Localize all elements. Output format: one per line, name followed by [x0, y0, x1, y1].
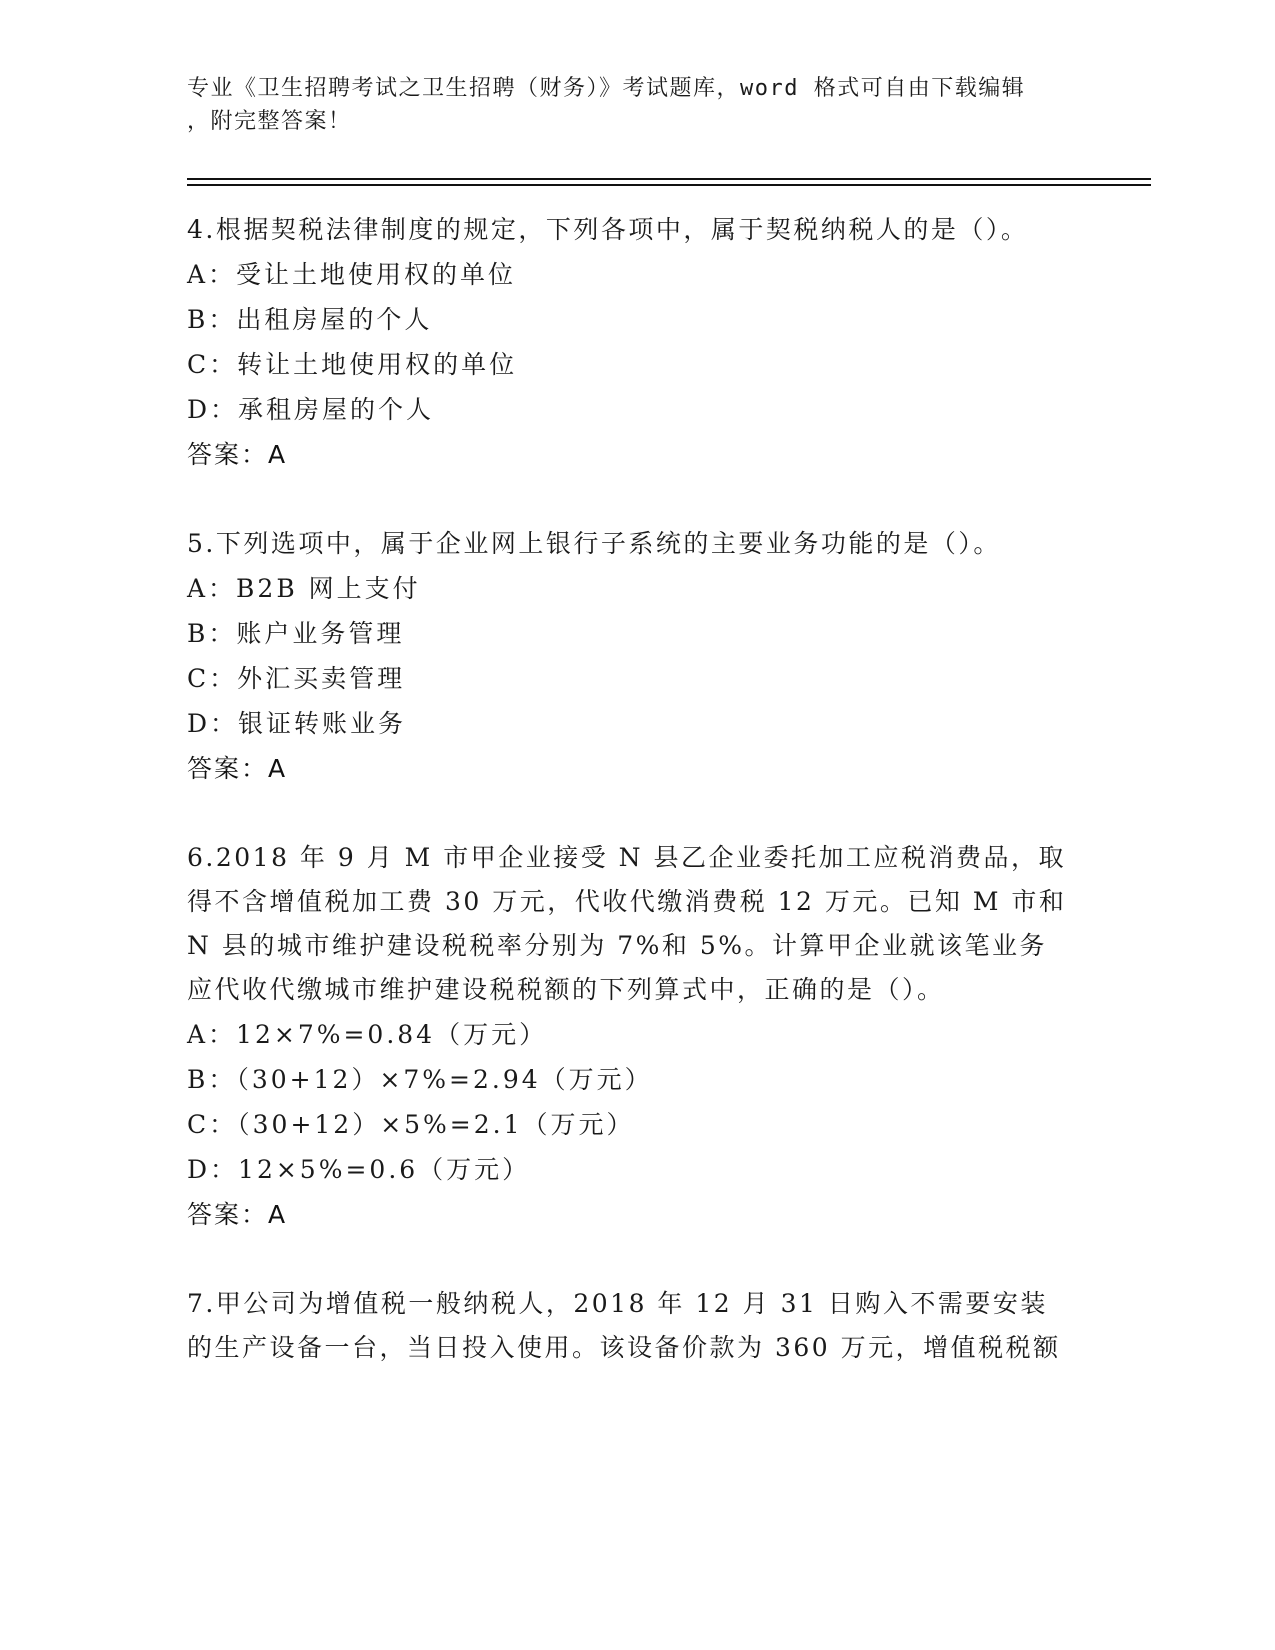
header-divider-bottom — [187, 184, 1151, 186]
question-stem: 4.根据契税法律制度的规定，下列各项中，属于契税纳税人的是（）。 — [187, 215, 1029, 244]
question-stem: 7.甲公司为增值税一般纳税人，2018 年 12 月 31 日购入不需要安装的生产设备一台，当日投入使用。该设备价款为 360 万元，增值税税额 — [187, 1289, 1061, 1362]
question-7 — [187, 1282, 1087, 1370]
header-line-2: ，附完整答案！ — [187, 109, 352, 134]
document-header — [187, 72, 1087, 138]
option-a: A：B2B 网上支付 — [187, 574, 421, 603]
option-b: B：账户业务管理 — [187, 619, 405, 648]
option-c: C：外汇买卖管理 — [187, 664, 406, 693]
answer-line: 答案：A — [187, 754, 288, 783]
header-line-1: 专业《卫生招聘考试之卫生招聘（财务）》考试题库，word 格式可自由下载编辑 — [187, 76, 1026, 101]
option-d: D：银证转账业务 — [187, 709, 407, 738]
option-c: C：转让土地使用权的单位 — [187, 350, 518, 379]
question-5 — [187, 522, 1087, 791]
answer-line: 答案：A — [187, 1200, 288, 1229]
header-divider-top — [187, 178, 1151, 180]
question-stem: 6.2018 年 9 月 M 市甲企业接受 N 县乙企业委托加工应税消费品，取得不含增值税加工费 30 万元，代收代缴消费税 12 万元。已知 M 市和 N 县的城市维护建设税税率分别为 7%和 5%。计算甲企业就该笔业务应代收代缴城市维护建设税税额的下列算式中，正确的是（）。 — [187, 843, 1067, 1004]
option-b: B：（30+12）×7%=2.94（万元） — [187, 1065, 653, 1094]
question-4 — [187, 208, 1087, 477]
question-6 — [187, 836, 1087, 1237]
option-b: B：出租房屋的个人 — [187, 305, 433, 334]
option-a: A：12×7%=0.84（万元） — [187, 1020, 548, 1049]
question-stem: 5.下列选项中，属于企业网上银行子系统的主要业务功能的是（）。 — [187, 529, 1001, 558]
option-a: A：受让土地使用权的单位 — [187, 260, 517, 289]
option-d: D：12×5%=0.6（万元） — [187, 1155, 531, 1184]
question-list — [187, 208, 1087, 1415]
option-c: C：（30+12）×5%=2.1（万元） — [187, 1110, 635, 1139]
answer-line: 答案：A — [187, 440, 288, 469]
option-d: D：承租房屋的个人 — [187, 395, 435, 424]
